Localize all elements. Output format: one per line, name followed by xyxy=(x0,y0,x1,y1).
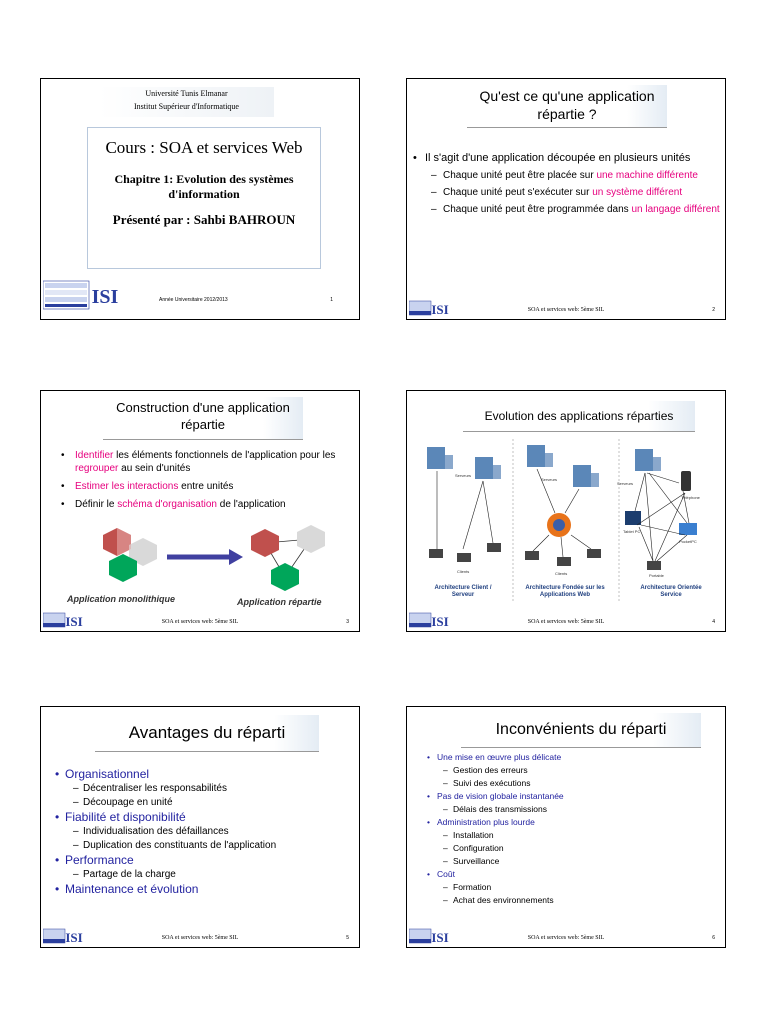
list-item: – Configuration xyxy=(427,842,721,855)
page-number: 6 xyxy=(712,935,715,941)
svg-text:ISI: ISI xyxy=(431,614,449,629)
list-item: – Partage de la charge xyxy=(55,868,355,882)
course-title: Cours : SOA et services Web xyxy=(105,138,303,157)
isi-logo-text: ISI xyxy=(91,286,119,308)
slide-2 xyxy=(406,78,726,320)
laptop-icon xyxy=(647,561,661,570)
page-number: 3 xyxy=(346,619,349,625)
list-item: – Décentraliser les responsabilités xyxy=(55,782,355,796)
list-item: • Fiabilité et disponibilité xyxy=(55,810,355,825)
list-item: – Chaque unité peut être programmée dans un langage différent xyxy=(413,203,721,217)
servers-label: Serveurs xyxy=(541,477,558,482)
footer-text: SOA et services web: 5ème SIL xyxy=(527,307,605,313)
footer-text: SOA et services web: 5ème SIL xyxy=(527,619,605,625)
slide-footer xyxy=(41,609,359,631)
telephone-label: Téléphone xyxy=(681,495,700,500)
list-item: • Pas de vision globale instantanée xyxy=(427,790,721,803)
chapter-title: Chapitre 1: Evolution des systèmes d'information xyxy=(114,172,294,201)
list-item: – Chaque unité peut s'exécuter sur un système différent xyxy=(413,186,721,200)
slide-3 xyxy=(40,390,360,632)
slide-title: Qu'est ce qu'une application répartie ? xyxy=(467,85,667,128)
footer-text: SOA et services web: 5ème SIL xyxy=(161,935,239,941)
bullet-list xyxy=(427,751,721,907)
laptop-icon xyxy=(429,549,443,558)
institute-name: Institut Supérieur d'Informatique xyxy=(134,102,239,111)
page-number: 2 xyxy=(712,307,715,313)
slide-footer xyxy=(41,925,359,947)
list-item: • Performance xyxy=(55,853,355,868)
architecture-label: Architecture Orientée Service xyxy=(640,585,702,598)
laptop-label: Portable xyxy=(649,573,664,578)
servers-label: Serveurs xyxy=(455,473,472,478)
laptop-icon xyxy=(525,551,539,560)
laptop-icon xyxy=(557,557,571,566)
svg-text:ISI: ISI xyxy=(65,930,83,945)
page-number: 1 xyxy=(330,297,333,303)
list-item: • Organisationnel xyxy=(55,767,355,782)
caption-distributed: Application répartie xyxy=(237,597,322,607)
server-icon xyxy=(573,465,599,487)
decomposition-diagram xyxy=(81,521,341,596)
list-item: • Administration plus lourde xyxy=(427,816,721,829)
isi-institute-logo xyxy=(43,275,123,315)
slide-footer xyxy=(407,297,725,319)
bullet-main: • Il s'agit d'une application découpée en plusieurs unités xyxy=(413,151,721,166)
list-item: – Achat des environnements xyxy=(427,894,721,907)
caption-monolithic: Application monolithique xyxy=(67,594,175,604)
list-item: • Estimer les interactions entre unités xyxy=(57,480,353,493)
servers-label: Serveurs xyxy=(617,481,634,486)
title-box xyxy=(87,127,321,269)
list-item: • Une mise en œuvre plus délicate xyxy=(427,751,721,764)
slide-6 xyxy=(406,706,726,948)
slide-1 xyxy=(40,78,360,320)
footer-text: SOA et services web: 5ème SIL xyxy=(161,619,239,625)
clients-label: Clients xyxy=(555,571,568,576)
bullet-list xyxy=(57,449,353,516)
list-item: – Individualisation des défaillances xyxy=(55,825,355,839)
slide-5 xyxy=(40,706,360,948)
list-item: – Duplication des constituants de l'application xyxy=(55,839,355,853)
server-icon xyxy=(527,445,553,467)
slide-title: Inconvénients du réparti xyxy=(461,713,701,748)
list-item: – Chaque unité peut être placée sur une machine différente xyxy=(413,169,721,183)
slide-footer xyxy=(407,609,725,631)
list-item: – Délais des transmissions xyxy=(427,803,721,816)
list-item: – Suivi des exécutions xyxy=(427,777,721,790)
list-item: – Surveillance xyxy=(427,855,721,868)
page-number: 5 xyxy=(346,935,349,941)
list-item: • Définir le schéma d'organisation de l'application xyxy=(57,498,353,511)
svg-text:ISI: ISI xyxy=(65,614,83,629)
phone-icon xyxy=(681,471,691,491)
university-name: Université Tunis Elmanar xyxy=(145,89,228,98)
pocketpc-icon xyxy=(679,523,697,535)
laptop-icon xyxy=(587,549,601,558)
slide-title: Avantages du réparti xyxy=(95,715,319,752)
academic-year: Année Universitaire 2012/2013 xyxy=(159,297,228,303)
slide-title: Construction d'une application répartie xyxy=(103,397,303,440)
slide-4 xyxy=(406,390,726,632)
svg-text:ISI: ISI xyxy=(431,930,449,945)
slide-title: Evolution des applications réparties xyxy=(463,401,695,432)
university-header xyxy=(99,87,274,117)
server-icon xyxy=(635,449,661,471)
server-icon xyxy=(475,457,501,479)
bullet-list xyxy=(413,151,721,220)
architecture-label: Architecture Fondée sur les Applications Web xyxy=(525,585,605,598)
bullet-list xyxy=(55,767,355,897)
pocketpc-label: PocketPC xyxy=(679,539,697,544)
server-icon xyxy=(427,447,453,469)
list-item: – Formation xyxy=(427,881,721,894)
list-item: • Maintenance et évolution xyxy=(55,882,355,897)
laptop-icon xyxy=(457,553,471,562)
clients-label: Clients xyxy=(457,569,470,574)
architecture-label: Architecture Client / Serveur xyxy=(434,585,492,598)
laptop-icon xyxy=(487,543,501,552)
slide-footer xyxy=(407,925,725,947)
list-item: – Installation xyxy=(427,829,721,842)
tablet-label: Tablet PC xyxy=(623,529,641,534)
presenter: Présenté par : Sahbi BAHROUN xyxy=(112,212,296,227)
list-item: • Identifier les éléments fonctionnels de l'application pour les regrouper au sein d'unités xyxy=(57,449,353,475)
tablet-icon xyxy=(625,511,641,525)
list-item: • Coût xyxy=(427,868,721,881)
list-item: – Découpage en unité xyxy=(55,796,355,810)
architecture-diagram xyxy=(407,435,725,605)
page-number: 4 xyxy=(712,619,715,625)
svg-text:ISI: ISI xyxy=(431,302,449,317)
list-item: – Gestion des erreurs xyxy=(427,764,721,777)
footer-text: SOA et services web: 5ème SIL xyxy=(527,935,605,941)
